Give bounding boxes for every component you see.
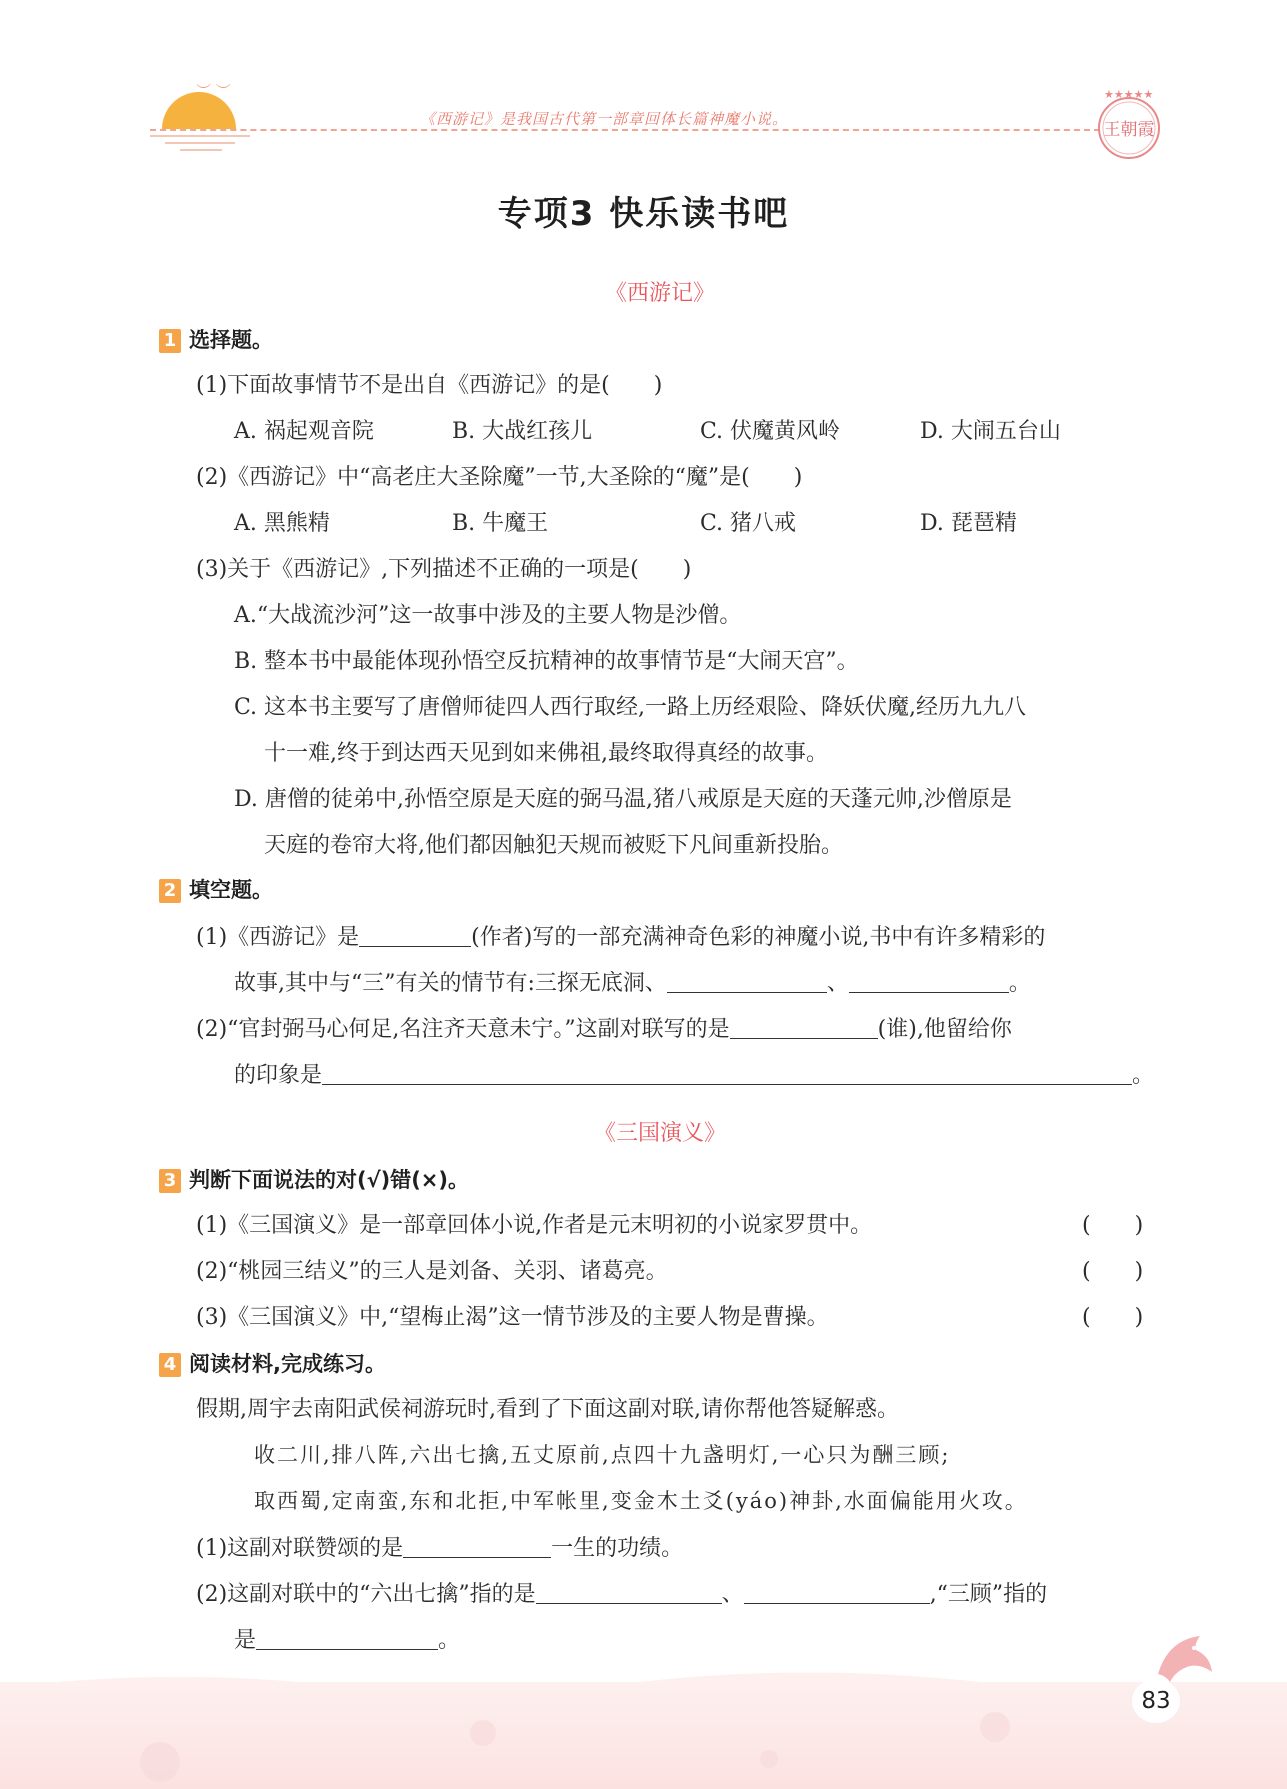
q3-answer-box-1[interactable]: ( ): [1082, 1213, 1144, 1238]
answer-blank[interactable]: [744, 1581, 930, 1604]
header-tagline: 《西游记》是我国古代第一部章回体长篇神魔小说。: [420, 110, 789, 128]
footer-band: [0, 1682, 1287, 1789]
bubble-decoration: [140, 1742, 180, 1782]
text: (谁),他留给你: [877, 1017, 1012, 1042]
question-title: 填空题。: [189, 878, 273, 902]
question-2-heading: [159, 874, 273, 904]
text: (1)这副对联赞颂的是: [196, 1536, 404, 1561]
text: 、: [721, 1582, 744, 1607]
text: 一生的功绩。: [551, 1536, 684, 1561]
q1-2-option-d: D. 琵琶精: [920, 511, 1017, 536]
bubble-decoration: [760, 1750, 778, 1768]
q1-3-option-c: C. 这本书主要写了唐僧师徒四人西行取经,一路上历经艰险、降妖伏魔,经历九九八: [234, 695, 1027, 720]
question-title: 判断下面说法的对(√)错(×)。: [189, 1168, 469, 1192]
bubble-decoration: [470, 1720, 496, 1746]
text: 的印象是: [234, 1063, 323, 1088]
q3-item-1: (1)《三国演义》是一部章回体小说,作者是元末明初的小说家罗贯中。: [196, 1213, 873, 1238]
section-title-sanguo: 《三国演义》: [593, 1121, 726, 1146]
q1-3-option-b: B. 整本书中最能体现孙悟空反抗精神的故事情节是“大闹天宫”。: [234, 649, 859, 674]
q3-item-2: (2)“桃园三结义”的三人是刘备、关羽、诸葛亮。: [196, 1259, 668, 1284]
q1-1-stem: (1)下面故事情节不是出自《西游记》的是( ): [196, 373, 663, 398]
text: (1)《西游记》是: [196, 925, 360, 950]
answer-blank[interactable]: [536, 1581, 722, 1604]
text: 、: [826, 971, 849, 996]
section-title-xiyouji: 《西游记》: [604, 281, 715, 306]
header-divider: [150, 129, 1100, 131]
text: (作者)写的一部充满神奇色彩的神魔小说,书中有许多精彩的: [471, 925, 1046, 950]
q4-2-line: [196, 1577, 1047, 1608]
text: ,“三顾”指的: [929, 1582, 1048, 1607]
couplet-line-2: 取西蜀,定南蛮,东和北拒,中军帐里,变金木土爻(yáo)神卦,水面偏能用火攻。: [254, 1489, 1028, 1513]
question-4-heading: [159, 1348, 386, 1378]
couplet-line-1: 收二川,排八阵,六出七擒,五丈原前,点四十九盏明灯,一心只为酬三顾;: [254, 1443, 951, 1467]
text: 故事,其中与“三”有关的情节有:三探无底洞、: [234, 971, 667, 996]
q3-answer-box-3[interactable]: ( ): [1082, 1305, 1144, 1330]
water-line: [150, 135, 250, 137]
answer-blank[interactable]: [359, 924, 471, 947]
q1-3-option-a: A.“大战流沙河”这一故事中涉及的主要人物是沙僧。: [234, 603, 742, 628]
q4-intro: 假期,周宇去南阳武侯祠游玩时,看到了下面这副对联,请你帮他答疑解惑。: [196, 1397, 899, 1422]
q1-2-option-b: B. 牛魔王: [452, 511, 549, 536]
q1-1-option-b: B. 大战红孩儿: [452, 419, 593, 444]
q2-1-line: [196, 920, 1045, 951]
q1-1-option-a: A. 祸起观音院: [234, 419, 374, 444]
bubble-decoration: [980, 1712, 1010, 1742]
text: (2)“官封弼马心何足,名注齐天意未宁。”这副对联写的是: [196, 1017, 730, 1042]
birds-icon: ︶ ︶: [196, 82, 231, 100]
page-title: 专项3 快乐读书吧: [497, 194, 790, 234]
page-number: 83: [1132, 1679, 1180, 1723]
answer-blank[interactable]: [403, 1535, 551, 1558]
q1-3-stem: (3)关于《西游记》,下列描述不正确的一项是( ): [196, 557, 692, 582]
q1-3-option-d: D. 唐僧的徒弟中,孙悟空原是天庭的弼马温,猪八戒原是天庭的天蓬元帅,沙僧原是: [234, 787, 1012, 812]
question-number-badge: 2: [159, 879, 181, 903]
text: 是: [234, 1628, 257, 1653]
q4-1-line: [196, 1531, 683, 1562]
q2-2-line: [196, 1012, 1012, 1043]
question-number-badge: 3: [159, 1169, 181, 1193]
q1-2-option-c: C. 猪八戒: [700, 511, 797, 536]
water-line: [165, 142, 235, 144]
svg-text:★★★★★: ★★★★★: [1104, 88, 1154, 101]
text: 。: [1132, 1063, 1155, 1088]
text: 。: [438, 1628, 461, 1653]
question-1-heading: [159, 324, 273, 354]
question-3-heading: [159, 1164, 469, 1194]
q1-2-stem: (2)《西游记》中“高老庄大圣除魔”一节,大圣除的“魔”是( ): [196, 465, 803, 490]
q1-1-option-d: D. 大闹五台山: [920, 419, 1061, 444]
q3-answer-box-2[interactable]: ( ): [1082, 1259, 1144, 1284]
answer-blank[interactable]: [256, 1627, 438, 1650]
q1-1-option-c: C. 伏魔黄风岭: [700, 419, 841, 444]
teacher-seal-logo: [1090, 84, 1168, 162]
answer-blank[interactable]: [667, 970, 827, 993]
question-title: 阅读材料,完成练习。: [189, 1352, 386, 1376]
q2-1-line-cont: [234, 966, 1031, 997]
svg-text:王朝霞: 王朝霞: [1103, 120, 1155, 140]
q3-item-3: (3)《三国演义》中,“望梅止渴”这一情节涉及的主要人物是曹操。: [196, 1305, 829, 1330]
q4-2-line-cont: [234, 1623, 460, 1654]
text: 。: [1008, 971, 1031, 996]
question-number-badge: 1: [159, 329, 181, 353]
water-line: [180, 149, 222, 151]
answer-blank[interactable]: [849, 970, 1009, 993]
q1-3-option-c-cont: 十一难,终于到达西天见到如来佛祖,最终取得真经的故事。: [264, 741, 828, 766]
answer-blank[interactable]: [322, 1062, 1132, 1085]
question-title: 选择题。: [189, 328, 273, 352]
text: (2)这副对联中的“六出七擒”指的是: [196, 1582, 536, 1607]
q1-3-option-d-cont: 天庭的卷帘大将,他们都因触犯天规而被贬下凡间重新投胎。: [264, 833, 843, 858]
q2-2-line-cont: [234, 1058, 1154, 1089]
answer-blank[interactable]: [730, 1016, 878, 1039]
question-number-badge: 4: [159, 1353, 181, 1377]
q1-2-option-a: A. 黑熊精: [234, 511, 330, 536]
